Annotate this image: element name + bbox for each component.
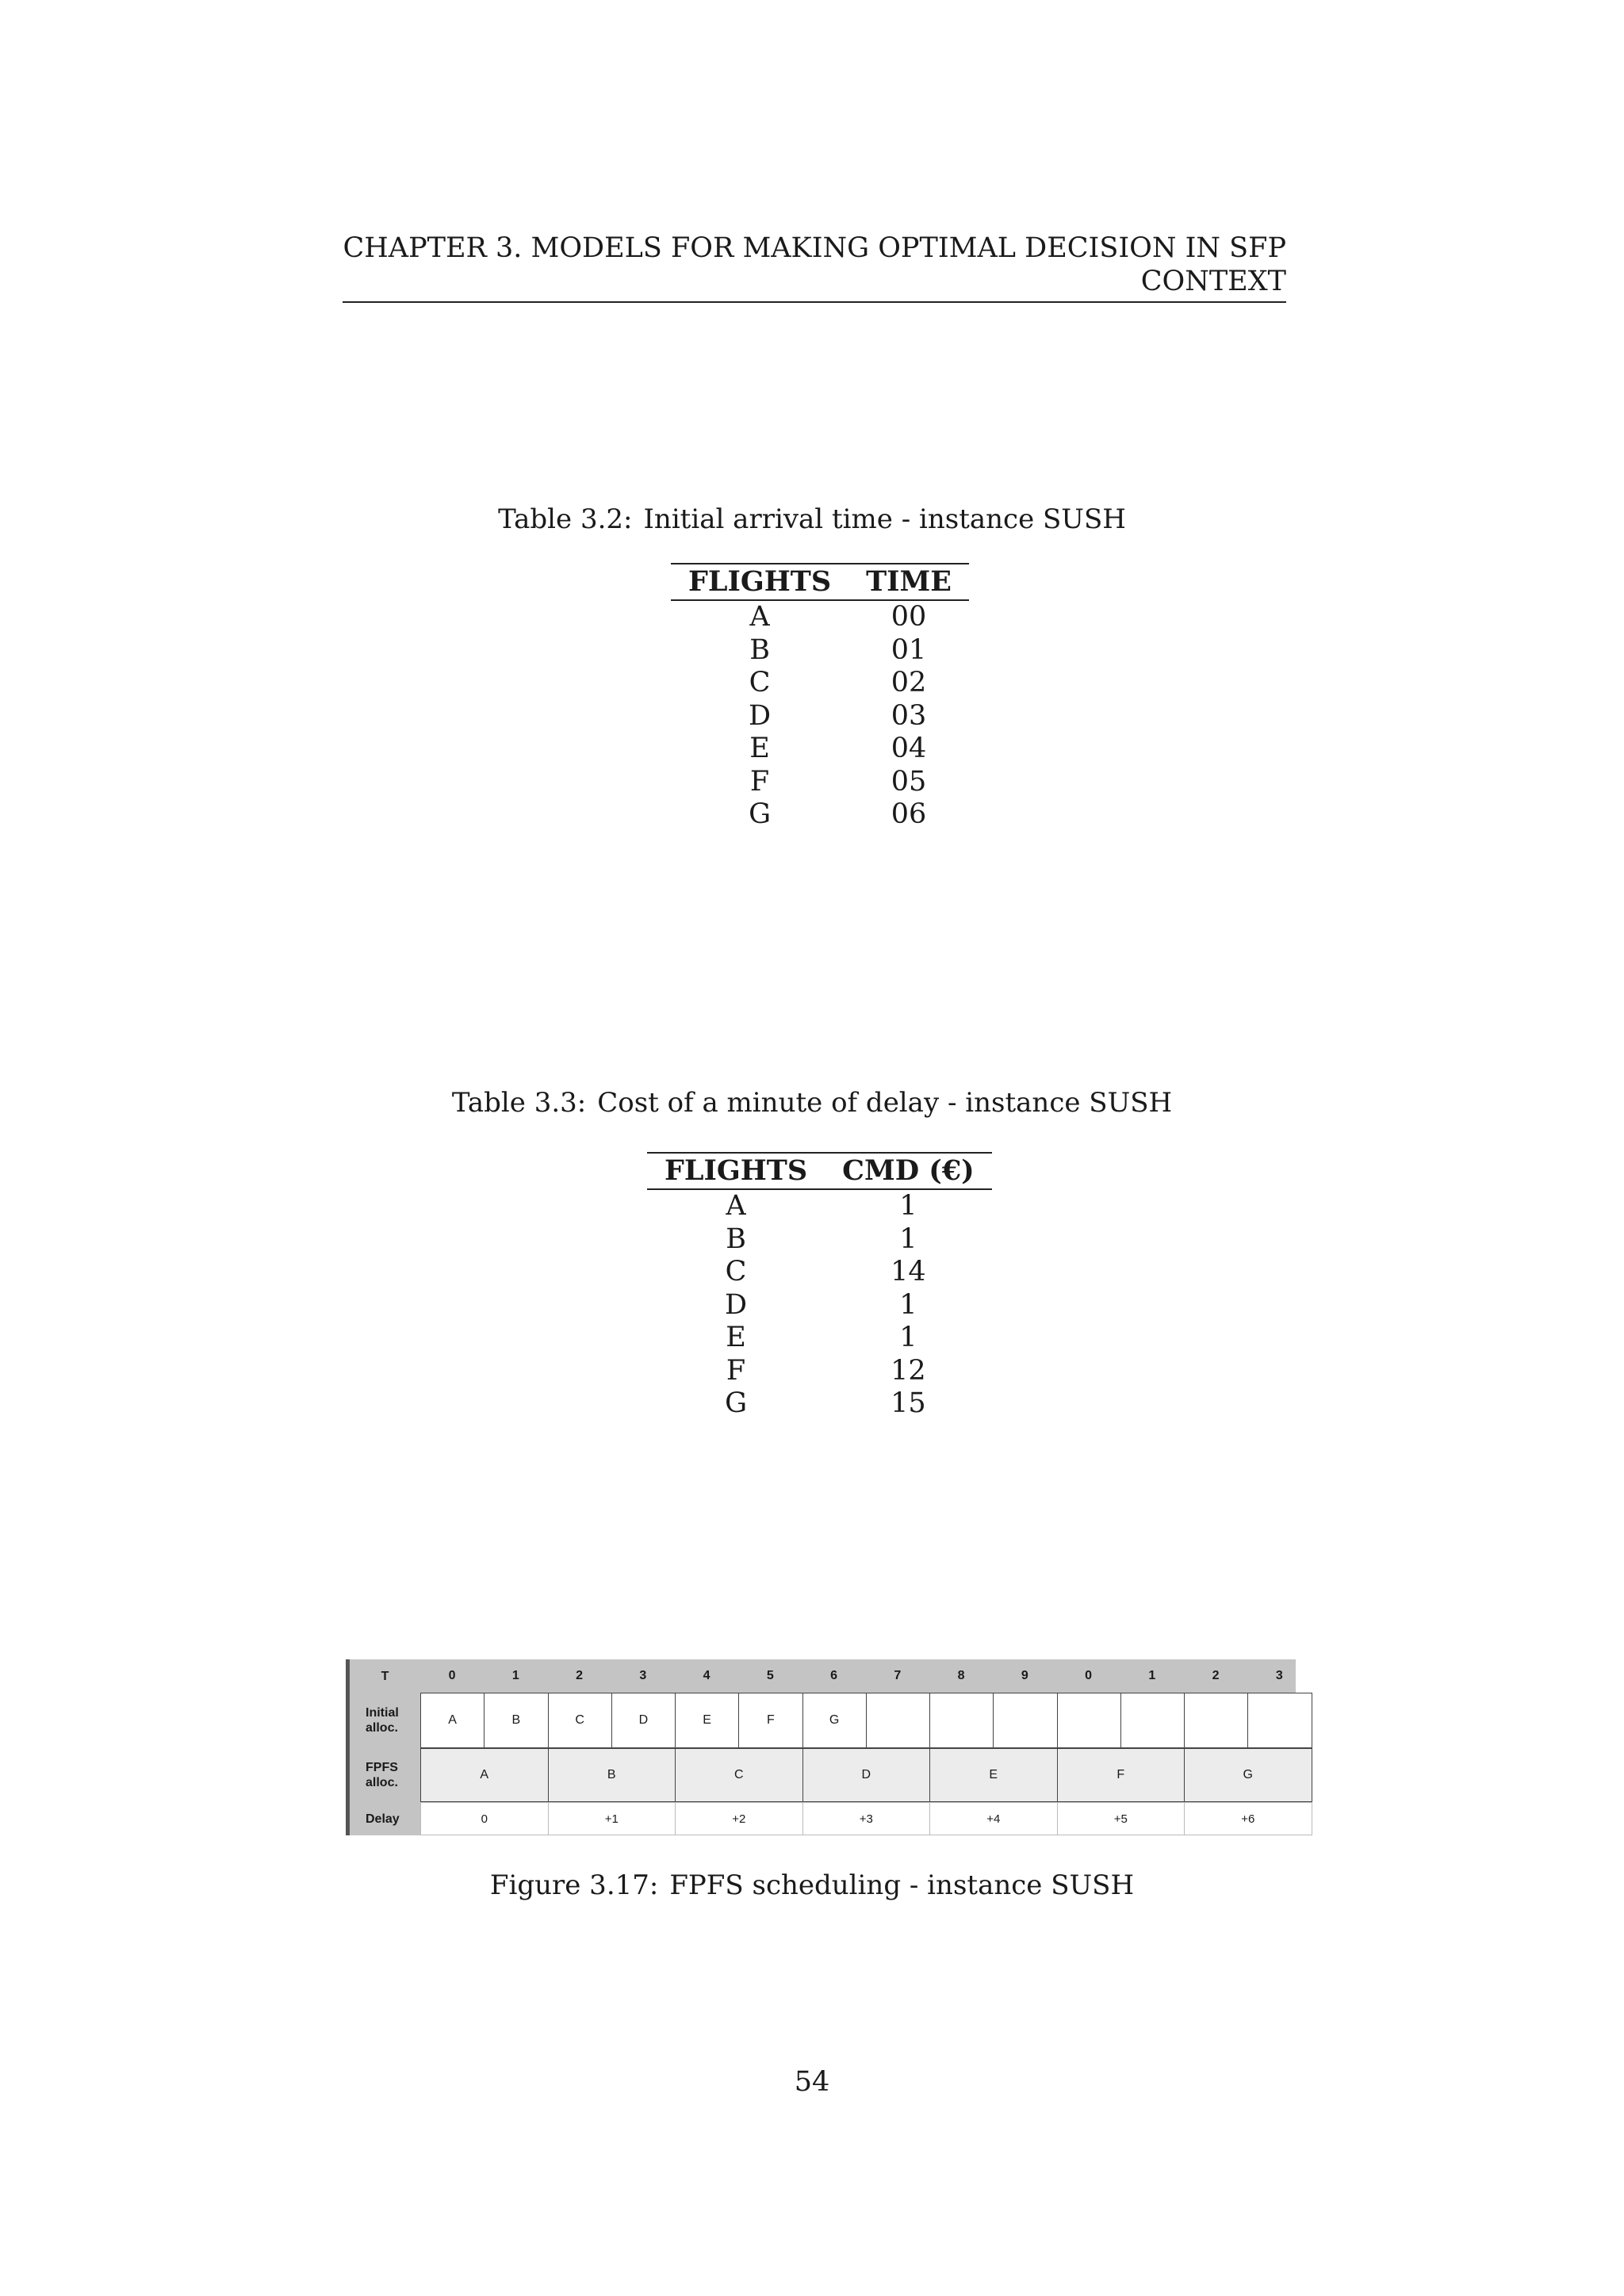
fpfs-alloc-cell: G	[1184, 1748, 1312, 1802]
time-slot-label: 2	[1212, 1669, 1220, 1682]
table-3-3-caption-label: Table 3.3:	[451, 1087, 587, 1119]
table-3-2-caption	[0, 503, 1624, 535]
table-row	[671, 700, 969, 733]
row-label-t: T	[346, 1659, 420, 1693]
flight-cell: D	[725, 1288, 748, 1321]
row-label-initial-alloc	[346, 1693, 420, 1748]
table-row	[671, 766, 969, 799]
value-cell: 1	[899, 1190, 917, 1222]
initial-alloc-cell	[1057, 1693, 1121, 1748]
flight-cell: B	[726, 1223, 746, 1255]
row-label-initial-line1: Initial	[366, 1706, 399, 1720]
fpfs-alloc-cell: C	[675, 1748, 803, 1802]
time-slot-label: 2	[576, 1669, 584, 1682]
time-slot-label: 0	[448, 1669, 456, 1682]
column-header-cmd: CMD (€)	[825, 1153, 992, 1189]
table-3-2-body	[671, 600, 969, 832]
initial-alloc-cell	[1120, 1693, 1185, 1748]
flight-cell: G	[749, 798, 772, 830]
table-row	[647, 1387, 992, 1421]
initial-alloc-cell: G	[802, 1693, 867, 1748]
table-3-2-caption-label: Table 3.2:	[498, 503, 633, 535]
value-cell: 1	[899, 1322, 917, 1353]
time-slot-label: 7	[894, 1669, 902, 1682]
time-slot-label: 1	[511, 1669, 519, 1682]
delay-cell: +2	[675, 1802, 803, 1835]
row-label-initial-line2: alloc.	[366, 1721, 398, 1735]
time-slot-label: 8	[957, 1669, 965, 1682]
flight-cell: G	[725, 1387, 748, 1419]
delay-row	[346, 1802, 1296, 1835]
delay-cell: +4	[929, 1802, 1058, 1835]
value-cell: 02	[891, 667, 927, 698]
page-number: 54	[794, 2066, 830, 2098]
table-row	[647, 1322, 992, 1355]
table-row	[647, 1223, 992, 1257]
fpfs-alloc-cell: B	[548, 1748, 676, 1802]
fpfs-alloc-cell: E	[929, 1748, 1058, 1802]
fpfs-scheduling-figure	[346, 1659, 1296, 1835]
table-row	[671, 733, 969, 766]
delay-cell: +3	[802, 1802, 931, 1835]
figure-3-17-caption-label: Figure 3.17:	[489, 1869, 659, 1901]
figure-3-17-caption	[0, 1869, 1624, 1901]
flight-cell: A	[726, 1190, 746, 1222]
table-row	[671, 798, 969, 832]
table-row	[647, 1256, 992, 1289]
initial-alloc-cell: A	[420, 1693, 485, 1748]
initial-alloc-cell: B	[484, 1693, 548, 1748]
value-cell: 03	[891, 699, 927, 732]
value-cell: 1	[899, 1288, 917, 1321]
value-cell: 01	[891, 633, 927, 666]
flight-cell: E	[749, 733, 770, 764]
figure-3-17-caption-text: FPFS scheduling - instance SUSH	[669, 1869, 1135, 1901]
row-label-fpfs-alloc	[346, 1748, 420, 1802]
value-cell: 05	[891, 765, 927, 798]
time-slot-label: 0	[1085, 1669, 1093, 1682]
table-3-3-body	[647, 1189, 992, 1421]
running-header	[343, 232, 1286, 303]
delay-cell: +6	[1184, 1802, 1312, 1835]
table-3-2-caption-text: Initial arrival time - instance SUSH	[643, 503, 1126, 535]
time-slot-label: 4	[703, 1669, 710, 1682]
row-label-fpfs-line1: FPFS	[366, 1761, 398, 1774]
initial-alloc-cell	[1184, 1693, 1248, 1748]
time-slot-label: 5	[766, 1669, 774, 1682]
running-header-line2: CONTEXT	[1140, 266, 1286, 297]
table-3-2	[671, 563, 969, 832]
initial-alloc-cell: F	[738, 1693, 802, 1748]
flight-cell: B	[749, 633, 770, 666]
table-3-3	[647, 1152, 992, 1421]
value-cell: 1	[899, 1223, 917, 1255]
flight-cell: E	[726, 1322, 746, 1353]
running-header-line1: CHAPTER 3. MODELS FOR MAKING OPTIMAL DECISION IN SFP	[343, 232, 1286, 264]
table-row	[647, 1289, 992, 1322]
table-row	[671, 600, 969, 634]
row-label-delay: Delay	[346, 1802, 420, 1835]
time-slot-label: 9	[1021, 1669, 1028, 1682]
flight-cell: A	[749, 601, 770, 633]
initial-alloc-cell	[929, 1693, 994, 1748]
table-row	[671, 667, 969, 700]
time-slot-label: 3	[1275, 1669, 1283, 1682]
flight-cell: C	[725, 1256, 747, 1288]
time-slot-row	[346, 1659, 1296, 1693]
fpfs-alloc-cell: A	[420, 1748, 549, 1802]
flight-cell: D	[749, 699, 772, 732]
value-cell: 14	[891, 1256, 926, 1288]
initial-alloc-cell: E	[675, 1693, 739, 1748]
time-slot-label: 3	[639, 1669, 647, 1682]
table-3-3-caption	[0, 1087, 1624, 1119]
value-cell: 00	[891, 601, 927, 633]
flight-cell: F	[726, 1354, 746, 1387]
delay-cell: +1	[548, 1802, 676, 1835]
row-label-fpfs-line2: alloc.	[366, 1776, 398, 1789]
initial-alloc-cell	[993, 1693, 1057, 1748]
initial-alloc-cell: C	[548, 1693, 612, 1748]
delay-cell: +5	[1057, 1802, 1185, 1835]
delay-cell: 0	[420, 1802, 549, 1835]
table-3-3-caption-text: Cost of a minute of delay - instance SUSH	[597, 1087, 1173, 1119]
value-cell: 12	[891, 1354, 926, 1387]
column-header-flights: FLIGHTS	[647, 1153, 825, 1189]
time-slot-label: 6	[830, 1669, 838, 1682]
fpfs-alloc-cell: F	[1057, 1748, 1185, 1802]
initial-alloc-cell: D	[611, 1693, 676, 1748]
column-header-time: TIME	[848, 564, 969, 600]
table-row	[647, 1189, 992, 1223]
table-row	[671, 634, 969, 668]
fpfs-alloc-cell: D	[802, 1748, 931, 1802]
initial-alloc-cell	[1247, 1693, 1312, 1748]
flight-cell: F	[749, 765, 770, 798]
flight-cell: C	[749, 667, 771, 698]
fpfs-alloc-row	[346, 1748, 1296, 1802]
table-row	[647, 1355, 992, 1388]
value-cell: 15	[891, 1387, 926, 1419]
initial-alloc-row	[346, 1693, 1296, 1748]
initial-alloc-cell	[866, 1693, 930, 1748]
value-cell: 06	[891, 798, 927, 830]
column-header-flights: FLIGHTS	[671, 564, 848, 600]
value-cell: 04	[891, 733, 927, 764]
time-slot-label: 1	[1148, 1669, 1156, 1682]
